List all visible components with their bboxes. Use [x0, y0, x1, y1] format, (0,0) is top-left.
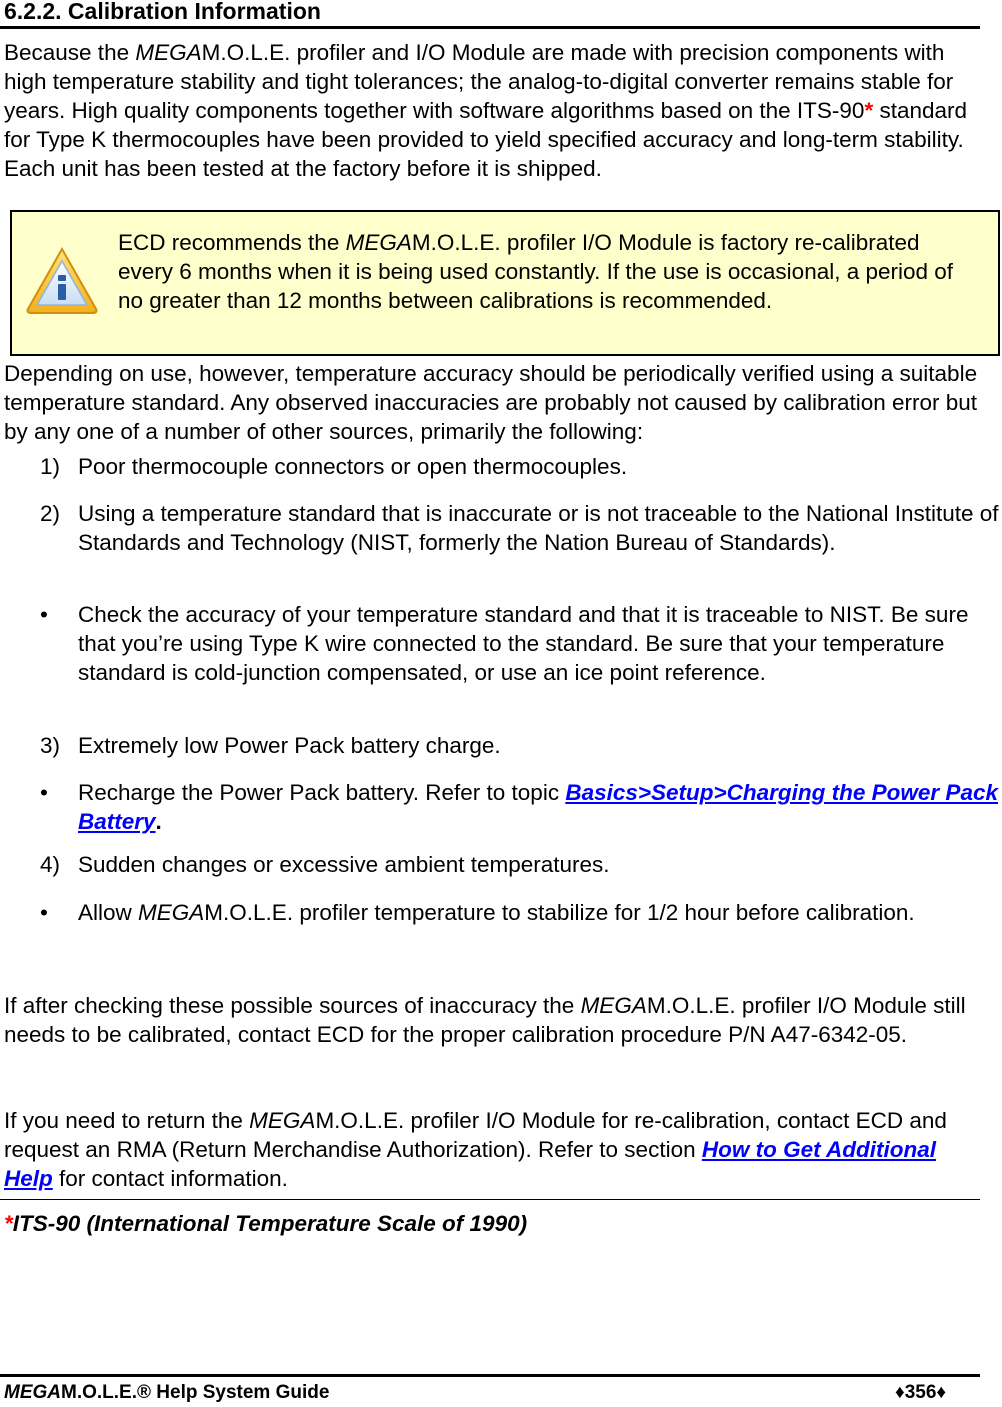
bullet-icon: • [40, 780, 48, 805]
depending-paragraph: Depending on use, however, temperature accuracy should be periodically verified using a suitable temperature standard. Any observed inaccuracies are probably not caused by calibration error but by any one of a number of other sources, primarily the following: [4, 361, 978, 444]
note-callout [10, 210, 1000, 356]
page-number: ♦356♦ [895, 1382, 947, 1403]
footnote: *ITS-90 (International Temperature Scale of 1990) [4, 1211, 528, 1236]
heading-rule [0, 26, 980, 29]
intro-paragraph: Because the MEGAM.O.L.E. profiler and I/O Module are made with precision components with high temperature stability and tight tolerances; the analog-to-digital converter remains stable for years. High quality components together with software algorithms based on the ITS-90* standard for Type K thermocouples have been provided to yield specified accuracy and long-term stability. Each unit has been tested at the factory before it is shipped. [4, 40, 968, 181]
bullet-icon: • [40, 602, 48, 627]
info-warning-icon [24, 245, 100, 317]
charging-power-pack-link[interactable]: Basics>Setup>Charging the Power Pack Battery [78, 780, 998, 834]
footer-title: MEGAM.O.L.E.® Help System Guide [4, 1382, 330, 1403]
return-paragraph: If you need to return the MEGAM.O.L.E. profiler I/O Module for re-calibration, contact ECD and request an RMA (Return Merchandise Authorization). Refer to section How to Get Additional Help for contact information. [4, 1108, 947, 1191]
footnote-divider [0, 1199, 980, 1200]
after-checking-paragraph: If after checking these possible sources of inaccuracy the MEGAM.O.L.E. profiler I/O Module still needs to be calibrated, contact ECD for the proper calibration procedure P/N A47-6342-05. [4, 993, 966, 1047]
bullet-icon: • [40, 900, 48, 925]
additional-help-link[interactable]: How to Get Additional Help [4, 1137, 936, 1191]
note-text: ECD recommends the MEGAM.O.L.E. profiler I/O Module is factory re-calibrated every 6 months when it is being used constantly. If the use is occasional, a period of no greater than 12 months between calibrations is recommended. [118, 230, 954, 313]
section-heading: 6.2.2. Calibration Information [4, 0, 321, 24]
footer-rule [0, 1374, 980, 1377]
